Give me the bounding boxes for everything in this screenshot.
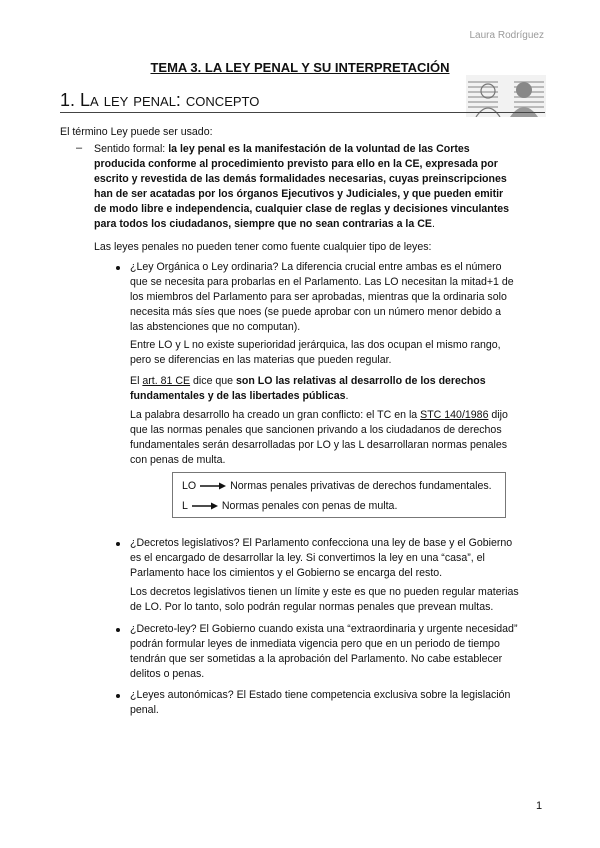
- box-row-l-label: L: [182, 500, 188, 512]
- box-row-l-text: Normas penales con penas de multa.: [221, 500, 398, 512]
- sources-intro: Las leyes penales no pueden tener como fuente cualquier tipo de leyes:: [94, 241, 432, 253]
- box-row-lo-text: Normas penales privativas de derechos fundamentales.: [230, 480, 492, 492]
- jerarquia-paragraph: Entre LO y L no existe superioridad jerárquica, las dos ocupan el mismo rango, pero se diferencias en las materias que pueden regular.: [130, 339, 501, 366]
- bullet-marker: [116, 266, 120, 270]
- formal-end: .: [431, 218, 435, 230]
- formal-definition: [94, 142, 514, 232]
- section-title: La ley penal: concepto: [80, 90, 260, 110]
- summary-box: [172, 472, 506, 518]
- bullet-marker: [116, 628, 120, 632]
- formal-bold: la ley penal es la manifestación de la voluntad de las Cortes producida conforme al procedimiento previsto para ello en la CE, expresada por escrito y revestida de las demás formalidades necesarias, cuyas preinscripciones han de ser acatadas por los órganos Ejecutivos y Judiciales, y que pueden emitir de modo libre e independencia, cualquier clase de reglas y decisiones vinculantes para todos los ciudadanos, siempre que no sean contrarias a la CE: [94, 143, 510, 230]
- stc-prefix: La palabra desarrollo ha creado un gran conflicto: el TC en la: [130, 409, 421, 421]
- art81-link[interactable]: art. 81 CE: [142, 375, 191, 387]
- stc-link[interactable]: STC 140/1986: [420, 409, 489, 421]
- stc-paragraph: [130, 408, 520, 468]
- decretos-limite-paragraph: Los decretos legislativos tienen un límite y este es que no pueden regular materias de LO. Por lo tanto, solo podrán regular normas penales que prevean multas.: [130, 586, 519, 613]
- box-row-lo-label: LO: [182, 480, 197, 492]
- art81-prefix: El: [130, 375, 143, 387]
- box-row-lo: [182, 479, 492, 493]
- bullet-marker: [116, 542, 120, 546]
- author-name: Laura Rodríguez: [469, 30, 544, 41]
- section-heading: [60, 90, 545, 113]
- leyes-autonomicas-paragraph: ¿Leyes autonómicas? El Estado tiene competencia exclusiva sobre la legislación penal.: [130, 689, 511, 716]
- art81-paragraph: [130, 374, 515, 404]
- formal-label: Sentido formal:: [94, 143, 169, 155]
- page-number: 1: [536, 800, 543, 812]
- art81-mid: dice que: [190, 375, 237, 387]
- intro-text: El término Ley puede ser usado:: [60, 126, 213, 138]
- bullet-marker: [116, 694, 120, 698]
- ley-organica-paragraph: ¿Ley Orgánica o Ley ordinaria? La diferencia crucial entre ambas es el número que se necesita para probarlas en el Parlamento. Las LO necesitan la mitad+1 de los miembros del Parlamento para ser aprobadas, mientras que la ordinaria solo necesita más síes que noes (se puede aprobar con un número menor debido a las abstenciones que no computan).: [130, 261, 514, 333]
- section-number: 1.: [60, 90, 76, 110]
- arrow-right-icon: [200, 482, 226, 490]
- list-dash: –: [76, 142, 83, 154]
- document-title: TEMA 3. LA LEY PENAL Y SU INTERPRETACIÓN: [150, 60, 450, 75]
- art81-bold: son LO las relativas al desarrollo de los derechos fundamentales y de las libertades públicas: [130, 375, 486, 402]
- decreto-ley-paragraph: ¿Decreto-ley? El Gobierno cuando exista una “extraordinaria y urgente necesidad” podrán formular leyes de inmediata vigencia pero que en un periodo de tiempo tendrán que ser sometidas a la aprobación del Parlamento. No cabe establecer delitos o penas.: [130, 623, 518, 680]
- art81-end: .: [345, 390, 349, 402]
- arrow-right-icon: [192, 502, 218, 510]
- decretos-legislativos-paragraph: ¿Decretos legislativos? El Parlamento confecciona una ley de base y el Gobierno es el encargado de desarrollar la ley. Si convertimos la ley en una “casa”, el Parlamento hace los cimientos y el Gobierno se encarga del resto.: [130, 537, 513, 579]
- stc-rest: dijo que las normas penales que sancionen privando a los ciudadanos de derechos fundamentales serán desarrolladas por LO y las L desarrollaran normas penales con penas de multa.: [130, 409, 508, 466]
- box-row-l: [182, 499, 397, 513]
